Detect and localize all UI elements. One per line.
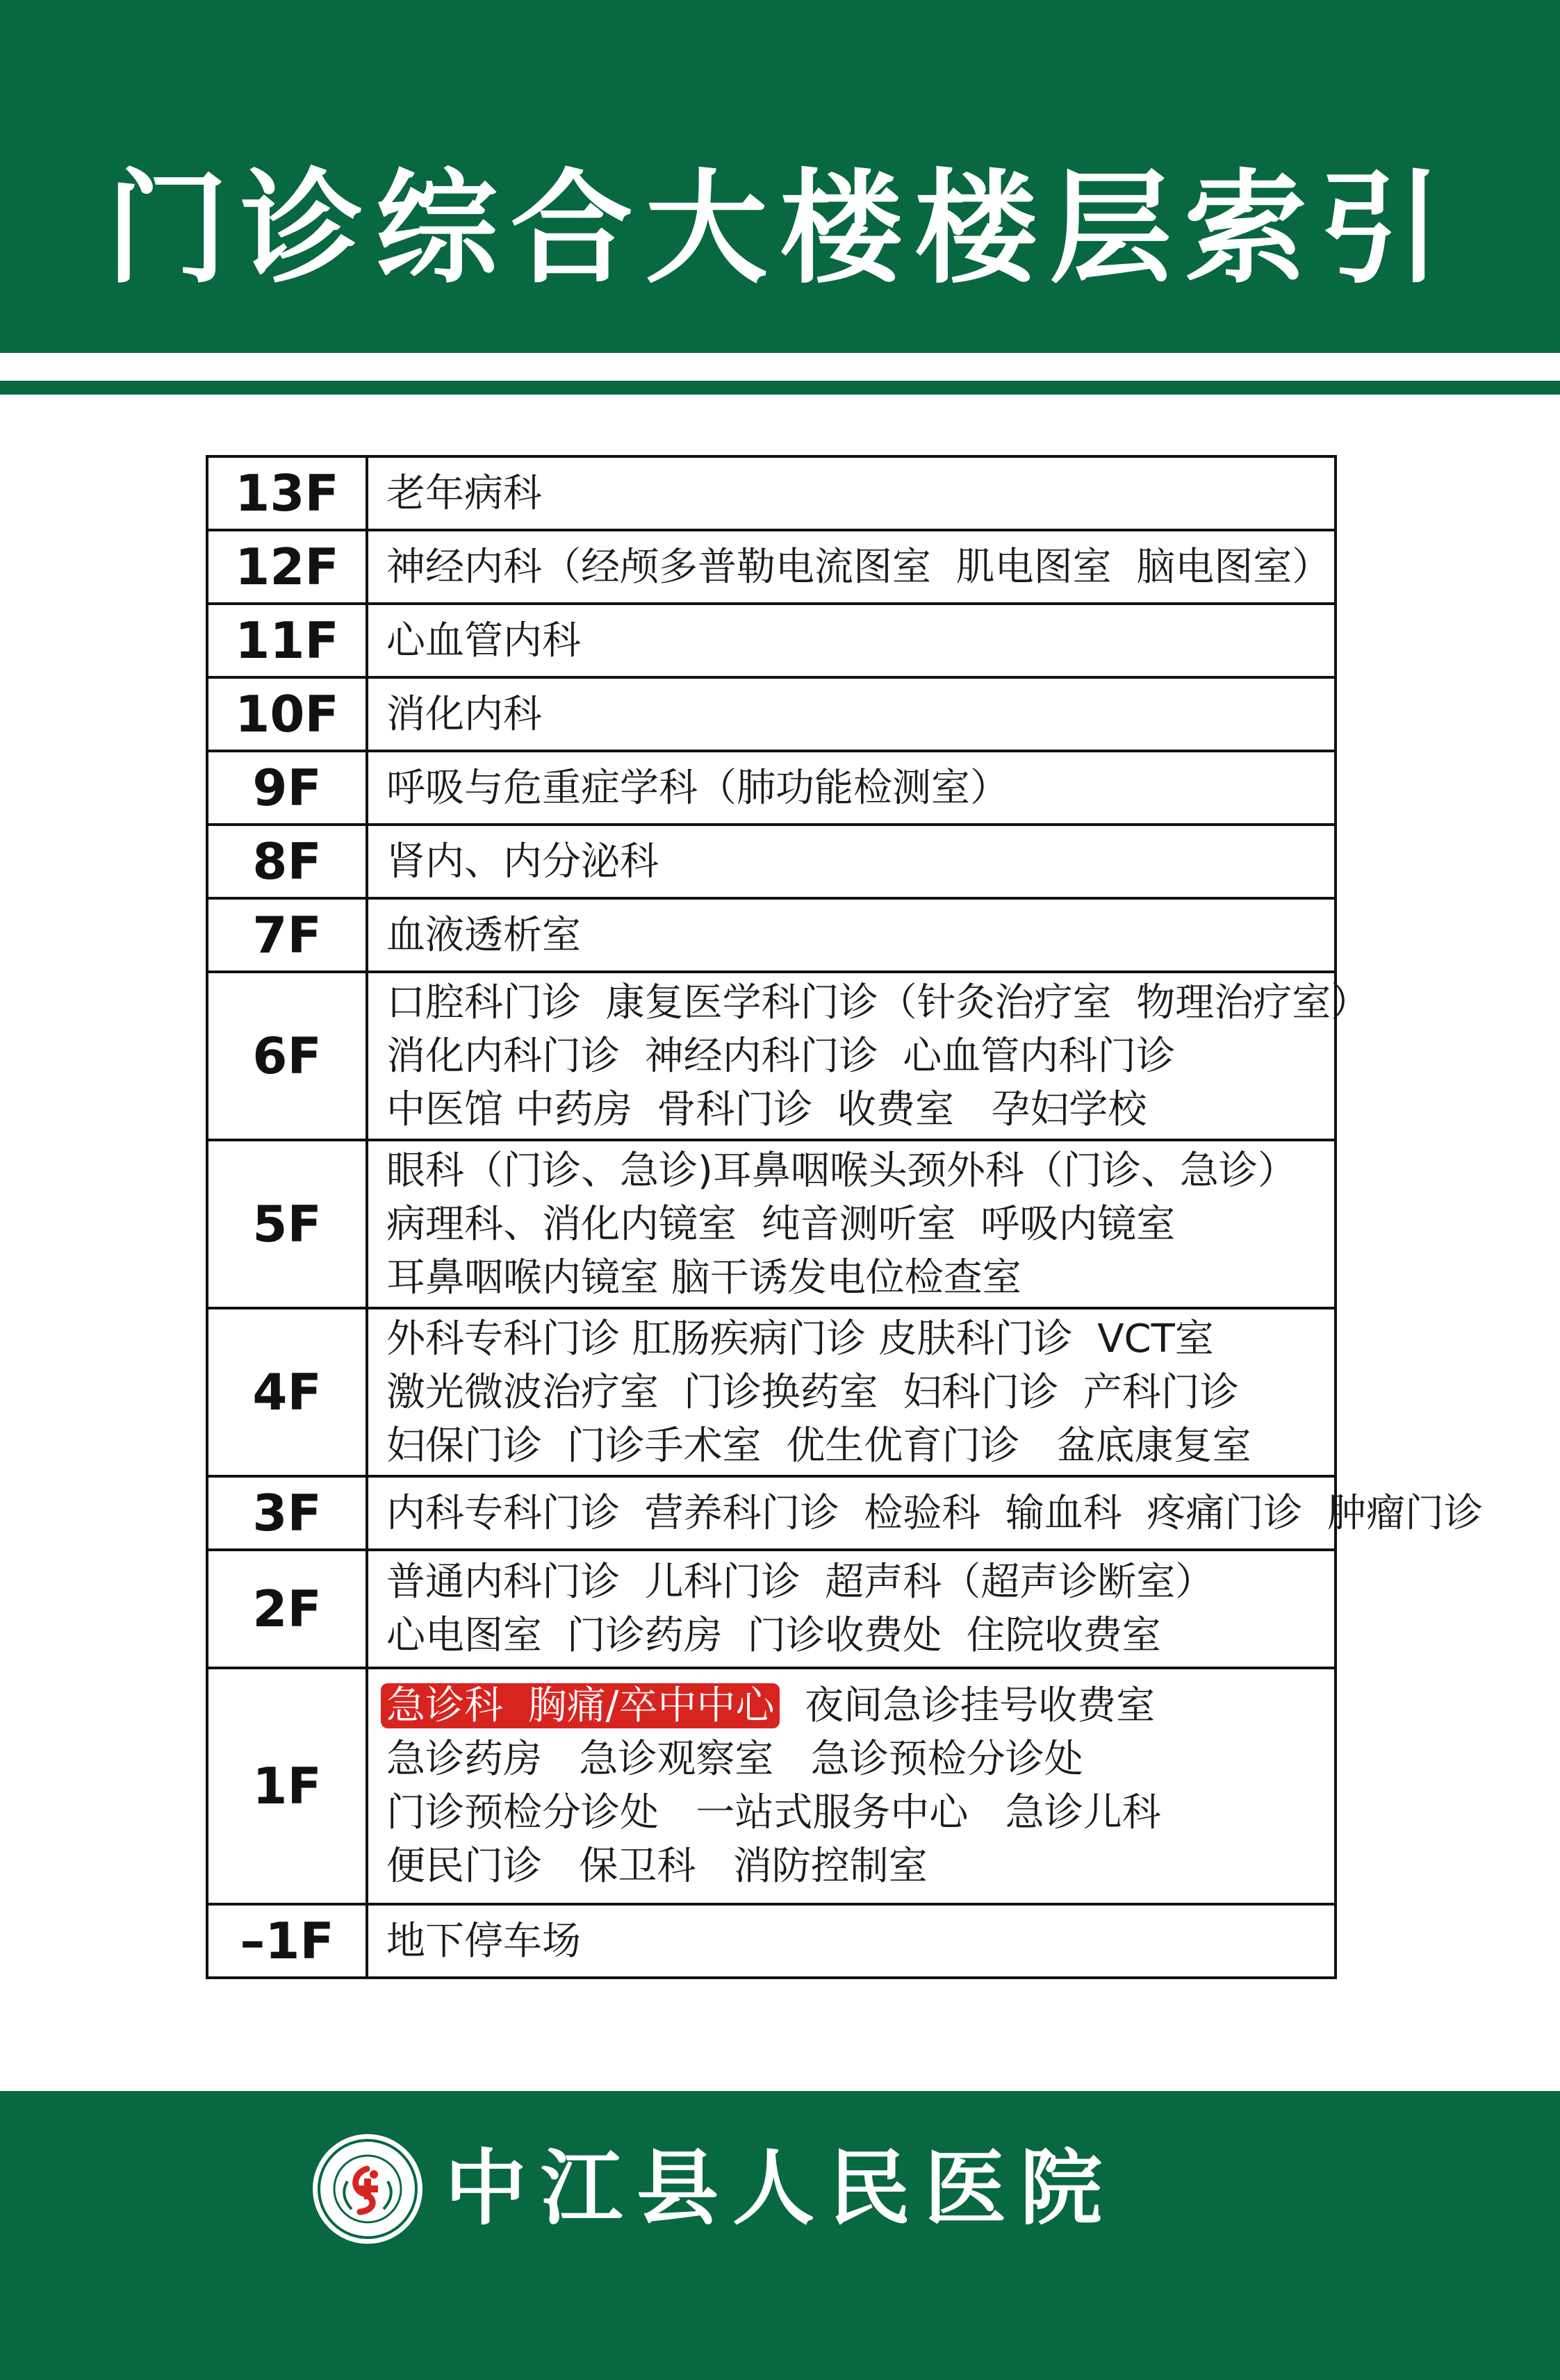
department-text: 妇保门诊 门诊手术室 优生优育门诊 盆底康复室 bbox=[386, 1423, 1251, 1469]
department-line bbox=[386, 1312, 1327, 1366]
department-text: 外科专科门诊 肛肠疾病门诊 皮肤科门诊 VCT室 bbox=[386, 1316, 1214, 1362]
floor-label: 9F bbox=[207, 751, 367, 825]
department-list bbox=[367, 825, 1336, 898]
department-list bbox=[367, 1550, 1336, 1668]
floor-row bbox=[207, 677, 1336, 751]
floor-row bbox=[207, 825, 1336, 898]
department-text: 内科专科门诊 营养科门诊 检验科 输血科 疼痛门诊 肿瘤门诊 bbox=[386, 1490, 1484, 1536]
department-text: 血液透析室 bbox=[386, 912, 581, 958]
department-line bbox=[386, 614, 1327, 668]
floor-label: 10F bbox=[207, 677, 367, 751]
department-line bbox=[386, 1419, 1327, 1473]
department-text: 普通内科门诊 儿科门诊 超声科（超声诊断室） bbox=[386, 1560, 1215, 1605]
department-text: 消化内科 bbox=[386, 691, 542, 737]
header-rule bbox=[0, 381, 1560, 395]
department-line bbox=[386, 467, 1327, 520]
floor-label: 5F bbox=[207, 1140, 367, 1308]
department-text: 心血管内科 bbox=[386, 618, 581, 663]
floor-index-table bbox=[206, 455, 1484, 1979]
department-text: 病理科、消化内镜室 纯音测听室 呼吸内镜室 bbox=[386, 1201, 1176, 1247]
emergency-highlight: 急诊科 胸痛/卒中中心 bbox=[381, 1683, 780, 1728]
department-list bbox=[367, 1904, 1336, 1978]
department-line bbox=[386, 1144, 1327, 1198]
department-list bbox=[367, 1140, 1336, 1308]
page-title: 门诊综合大楼楼层索引 bbox=[106, 158, 1454, 300]
department-list bbox=[367, 456, 1336, 530]
floor-row bbox=[207, 898, 1336, 972]
department-text: 便民门诊 保卫科 消防控制室 bbox=[386, 1844, 928, 1889]
department-text: 呼吸与危重症学科（肺功能检测室） bbox=[386, 765, 1009, 811]
floor-label: 13F bbox=[207, 456, 367, 530]
department-list bbox=[367, 972, 1370, 1140]
department-list bbox=[367, 530, 1336, 604]
department-text: 耳鼻咽喉内镜室 脑干诱发电位检查室 bbox=[386, 1255, 1021, 1300]
department-line bbox=[386, 1487, 1484, 1540]
department-text: 心电图室 门诊药房 门诊收费处 住院收费室 bbox=[386, 1613, 1161, 1658]
department-list bbox=[367, 677, 1336, 751]
floor-label: 11F bbox=[207, 604, 367, 677]
department-text: 神经内科（经颅多普勒电流图室 肌电图室 脑电图室） bbox=[386, 544, 1331, 590]
department-line bbox=[386, 835, 1327, 889]
floor-row bbox=[207, 604, 1336, 677]
department-list bbox=[367, 898, 1336, 972]
department-line bbox=[386, 1679, 1327, 1733]
floor-label: 8F bbox=[207, 825, 367, 898]
department-line bbox=[386, 1915, 1327, 1968]
floor-row bbox=[207, 972, 1336, 1140]
department-text: 夜间急诊挂号收费室 bbox=[780, 1683, 1156, 1728]
department-text: 急诊药房 急诊观察室 急诊预检分诊处 bbox=[386, 1737, 1083, 1782]
floor-label: 6F bbox=[207, 972, 367, 1140]
floor-row bbox=[207, 1140, 1336, 1308]
department-line bbox=[386, 1083, 1327, 1137]
floor-row bbox=[207, 1904, 1336, 1978]
department-line bbox=[386, 1030, 1327, 1083]
floor-row bbox=[207, 1308, 1336, 1476]
department-text: 眼科（门诊、急诊)耳鼻咽喉头颈外科（门诊、急诊） bbox=[386, 1148, 1297, 1193]
department-list bbox=[367, 751, 1336, 825]
department-line bbox=[386, 1786, 1327, 1840]
hospital-emblem-icon bbox=[311, 2133, 424, 2245]
department-line bbox=[386, 540, 1331, 594]
department-line bbox=[386, 688, 1327, 741]
floor-row bbox=[207, 1550, 1336, 1668]
floor-row bbox=[207, 1668, 1336, 1904]
department-line bbox=[386, 761, 1327, 815]
department-text: 激光微波治疗室 门诊换药室 妇科门诊 产科门诊 bbox=[386, 1369, 1239, 1415]
floor-row bbox=[207, 456, 1336, 530]
floor-label: 4F bbox=[207, 1308, 367, 1476]
department-list bbox=[367, 1668, 1336, 1904]
department-list bbox=[367, 1476, 1484, 1550]
department-line bbox=[386, 1609, 1327, 1662]
department-line bbox=[386, 1198, 1327, 1251]
floor-label: 7F bbox=[207, 898, 367, 972]
department-line bbox=[386, 976, 1370, 1030]
hospital-name: 中江县人民医院 bbox=[445, 2140, 1117, 2236]
department-line bbox=[386, 1366, 1327, 1419]
floor-label: 12F bbox=[207, 530, 367, 604]
department-text: 门诊预检分诊处 一站式服务中心 急诊儿科 bbox=[386, 1790, 1161, 1835]
department-text: 老年病科 bbox=[386, 470, 542, 516]
department-text: 地下停车场 bbox=[386, 1918, 581, 1964]
floor-row bbox=[207, 530, 1336, 604]
floor-label: –1F bbox=[207, 1904, 367, 1978]
department-line bbox=[386, 1840, 1327, 1893]
department-list bbox=[367, 604, 1336, 677]
floor-label: 3F bbox=[207, 1476, 367, 1550]
floor-row bbox=[207, 1476, 1336, 1550]
department-text: 口腔科门诊 康复医学科门诊（针灸治疗室 物理治疗室） bbox=[386, 980, 1370, 1025]
floor-row bbox=[207, 751, 1336, 825]
floor-label: 1F bbox=[207, 1668, 367, 1904]
department-line bbox=[386, 1251, 1327, 1305]
department-text: 消化内科门诊 神经内科门诊 心血管内科门诊 bbox=[386, 1033, 1176, 1079]
floor-label: 2F bbox=[207, 1550, 367, 1668]
department-text: 中医馆 中药房 骨科门诊 收费室 孕妇学校 bbox=[386, 1086, 1147, 1132]
department-line bbox=[386, 1733, 1327, 1786]
department-text: 肾内、内分泌科 bbox=[386, 838, 659, 884]
department-line bbox=[386, 1555, 1327, 1609]
department-list bbox=[367, 1308, 1336, 1476]
department-line bbox=[386, 909, 1327, 962]
